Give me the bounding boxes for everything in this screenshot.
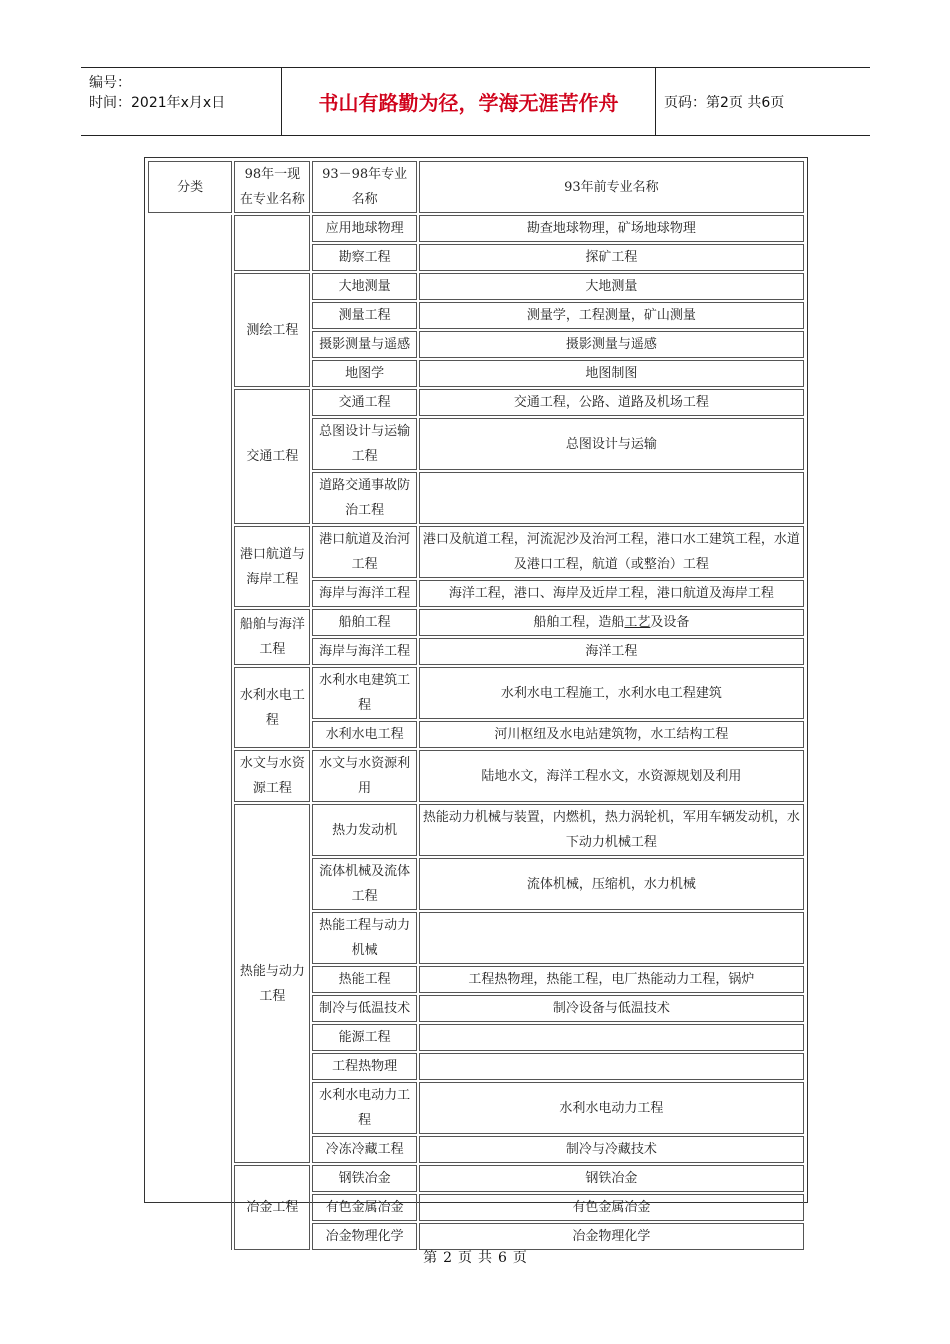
craft-link[interactable]: 工艺 xyxy=(624,615,651,630)
mid-name-cell: 工程热物理 xyxy=(312,1053,416,1080)
mid-name-cell: 测量工程 xyxy=(312,302,416,329)
current-name-cell: 测绘工程 xyxy=(234,273,310,387)
table-row xyxy=(148,667,804,719)
pre93-name-cell: 交通工程，公路、道路及机场工程 xyxy=(419,389,804,416)
pre93-name-cell: 海洋工程 xyxy=(419,638,804,665)
pre93-name-cell: 钢铁冶金 xyxy=(419,1165,804,1192)
current-name-cell xyxy=(234,215,310,271)
number-label: 编号： xyxy=(89,75,131,91)
page-code: 页码：第2页 共6页 xyxy=(664,94,785,111)
table-row xyxy=(148,804,804,856)
mid-name-cell: 水利水电工程 xyxy=(312,721,416,748)
pre93-name-cell: 流体机械，压缩机，水力机械 xyxy=(419,858,804,910)
pre93-name-cell: 河川枢纽及水电站建筑物，水工结构工程 xyxy=(419,721,804,748)
mid-name-cell: 冷冻冷藏工程 xyxy=(312,1136,416,1163)
pre93-name-cell: 有色金属冶金 xyxy=(419,1194,804,1221)
current-name-cell: 交通工程 xyxy=(234,389,310,524)
pre93-name-cell: 港口及航道工程，河流泥沙及治河工程，港口水工建筑工程，水道及港口工程，航道（或整治）工程 xyxy=(419,526,804,578)
pre93-name-cell: 摄影测量与遥感 xyxy=(419,331,804,358)
pre93-name-cell xyxy=(419,1053,804,1080)
page-footer xyxy=(0,1247,950,1267)
mid-name-cell: 制冷与低温技术 xyxy=(312,995,416,1022)
pre93-name-cell: 水利水电动力工程 xyxy=(419,1082,804,1134)
pre93-text: 船舶工程，造船 xyxy=(533,615,625,630)
category-cell xyxy=(148,215,232,1250)
mid-name-cell: 应用地球物理 xyxy=(312,215,416,242)
current-name-cell: 水文与水资源工程 xyxy=(234,750,310,802)
mid-name-cell: 摄影测量与遥感 xyxy=(312,331,416,358)
pre93-name-cell xyxy=(419,472,804,524)
pre93-name-cell: 冶金物理化学 xyxy=(419,1223,804,1250)
pre93-name-cell: 水利水电工程施工，水利水电工程建筑 xyxy=(419,667,804,719)
mid-name-cell: 水利水电动力工程 xyxy=(312,1082,416,1134)
current-name-cell: 热能与动力工程 xyxy=(234,804,310,1163)
table-row xyxy=(148,1165,804,1192)
header-motto: 书山有路勤为径，学海无涯苦作舟 xyxy=(318,91,619,115)
pre93-name-cell: 勘查地球物理，矿场地球物理 xyxy=(419,215,804,242)
table-row xyxy=(148,273,804,300)
mid-name-cell: 港口航道及治河工程 xyxy=(312,526,416,578)
mid-name-cell: 船舶工程 xyxy=(312,609,416,636)
pre93-name-cell: 地图制图 xyxy=(419,360,804,387)
mid-name-cell: 钢铁冶金 xyxy=(312,1165,416,1192)
mid-name-cell: 大地测量 xyxy=(312,273,416,300)
pre93-text: 及设备 xyxy=(650,615,690,630)
mid-name-cell: 冶金物理化学 xyxy=(312,1223,416,1250)
footer-page-word: 页 xyxy=(458,1250,472,1266)
pre93-name-cell xyxy=(419,1024,804,1051)
header-pre93-name: 93年前专业名称 xyxy=(419,161,804,213)
mid-name-cell: 水文与水资源利用 xyxy=(312,750,416,802)
table-row xyxy=(148,215,804,242)
mid-name-cell: 勘察工程 xyxy=(312,244,416,271)
mid-name-cell: 地图学 xyxy=(312,360,416,387)
table-row xyxy=(148,750,804,802)
current-name-cell: 水利水电工程 xyxy=(234,667,310,748)
mid-name-cell: 热能工程与动力机械 xyxy=(312,912,416,964)
mid-name-cell: 道路交通事故防治工程 xyxy=(312,472,416,524)
footer-prefix: 第 xyxy=(423,1250,438,1266)
mid-name-cell: 交通工程 xyxy=(312,389,416,416)
pre93-name-cell xyxy=(419,609,804,636)
footer-of: 共 xyxy=(478,1250,492,1266)
pre93-name-cell: 热能动力机械与装置，内燃机，热力涡轮机，军用车辆发动机，水下动力机械工程 xyxy=(419,804,804,856)
pre93-name-cell: 大地测量 xyxy=(419,273,804,300)
time-label: 时间：2021年x月x日 xyxy=(89,95,226,111)
pre93-name-cell: 测量学，工程测量，矿山测量 xyxy=(419,302,804,329)
current-name-cell: 港口航道与海岸工程 xyxy=(234,526,310,607)
pre93-name-cell xyxy=(419,912,804,964)
pre93-name-cell: 制冷与冷藏技术 xyxy=(419,1136,804,1163)
table-row xyxy=(148,609,804,636)
current-name-cell: 船舶与海洋工程 xyxy=(234,609,310,665)
major-table-frame xyxy=(144,157,808,1244)
header-category: 分类 xyxy=(148,161,232,213)
pre93-name-cell: 制冷设备与低温技术 xyxy=(419,995,804,1022)
pre93-name-cell: 工程热物理，热能工程，电厂热能动力工程，锅炉 xyxy=(419,966,804,993)
header-divider xyxy=(655,68,656,135)
mid-name-cell: 海岸与海洋工程 xyxy=(312,638,416,665)
pre93-name-cell: 探矿工程 xyxy=(419,244,804,271)
mid-name-cell: 能源工程 xyxy=(312,1024,416,1051)
header-current-name: 98年一现在专业名称 xyxy=(234,161,310,213)
mid-name-cell: 总图设计与运输工程 xyxy=(312,418,416,470)
pre93-name-cell: 海洋工程，港口、海岸及近岸工程，港口航道及海岸工程 xyxy=(419,580,804,607)
mid-name-cell: 热能工程 xyxy=(312,966,416,993)
pre93-name-cell: 陆地水文，海洋工程水文，水资源规划及利用 xyxy=(419,750,804,802)
table-row xyxy=(148,389,804,416)
footer-suffix: 页 xyxy=(512,1250,527,1266)
major-table xyxy=(146,159,806,1252)
header-meta xyxy=(81,68,281,135)
footer-total-pages: 6 xyxy=(498,1250,507,1266)
mid-name-cell: 水利水电建筑工程 xyxy=(312,667,416,719)
table-row xyxy=(148,526,804,578)
page-header xyxy=(81,67,870,136)
current-name-cell: 冶金工程 xyxy=(234,1165,310,1250)
mid-name-cell: 海岸与海洋工程 xyxy=(312,580,416,607)
mid-name-cell: 热力发动机 xyxy=(312,804,416,856)
footer-current-page: 2 xyxy=(443,1250,452,1266)
table-header-row xyxy=(148,161,804,213)
pre93-name-cell: 总图设计与运输 xyxy=(419,418,804,470)
mid-name-cell: 流体机械及流体工程 xyxy=(312,858,416,910)
header-mid-name: 93－98年专业名称 xyxy=(312,161,416,213)
mid-name-cell: 有色金属冶金 xyxy=(312,1194,416,1221)
